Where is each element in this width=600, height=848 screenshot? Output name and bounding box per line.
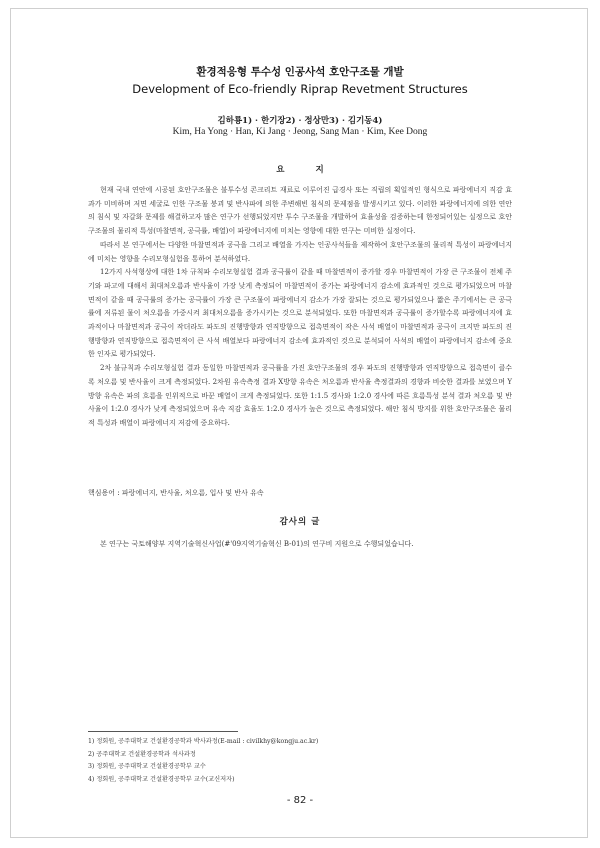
abstract-paragraph-2: 따라서 본 연구에서는 다양한 마찰면적과 공극을 그리고 배열을 가지는 인공사석들을 제작하여 호안구조물의 물리적 특성이 파랑에너지에 미치는 영향을 수리모형실험을 통하여 분석하였다. <box>88 240 512 263</box>
page-number: - 82 - <box>286 795 314 806</box>
abstract-heading: 요 지 <box>276 165 338 175</box>
abstract-paragraph-4: 2차 불규칙과 수리모형실험 결과 동일한 마찰면적과 공극률을 가진 호안구조물의 경우 파도의 진행방향과 연직방향으로 접촉면이 클수록 처오름 및 반사율이 크게 측정되었다. 2차원 유속측정 결과 X방향 유속은 처오름과 반사율 측정결과의 경향과 비슷한 결과를 보였으며 Y방향 유속은 파의 흐름을 인위적으로 바꾼 배열이 크게 측정되었다. 또한 1:1.5 경사와 1:2.0 경사에 따른 흐름특성 분석 결과 처오름 및 반사율이 1:2.0 경사가 낮게 측정되었으며 유속 직감 효율도 1:2.0 경사가 높은 것으로 측정되었다. 해안 침식 방지를 위한 호안구조물은 물리적 특성과 배열이 파랑에너지 저감에 중요하다. <box>88 364 512 427</box>
abstract-paragraph-3: 12가지 사석형상에 대한 1차 규칙파 수리모형실험 결과 공극률이 같을 때 마찰면적이 증가할 경우 마찰면적이 가장 큰 구조물이 전체 주기와 파고에 대해서 최대처오름과 반사율이 가장 낮게 측정되어 마찰면적이 증가는 파랑에너지 감소에 효과적인 것으로 평가되었으며 마찰면적이 같을 때 공극률의 증가는 공극률이 가장 큰 구조물이 파랑에너지 감소가 가장 잘되는 것으로 평가되었으나 짧은 주기에서는 큰 공극률에 저류된 물이 처오름을 가중시켜 최대처오름을 증가시키는 것으로 분석되었다. 또한 마찰면적과 공극률이 증가할수록 파랑에너지에 효과적이나 마찰면적과 공극이 작더라도 파도의 진행방향과 연직방향으로 접촉면적이 작은 사석 배열이 마찰면적과 공극이 크지만 파도의 진행방향과 연직방향으로 접촉면적이 큰 사석 배열보다 파랑에너지 감소에 효과적인 것으로 분석되어 사석의 배열이 파랑에너지 감소에 중요한 인자로 평가되었다. <box>88 268 512 359</box>
acknowledgement-heading: 감사의 글 <box>279 517 321 527</box>
footnote-3: 3) 정회원, 공주대학교 건설환경공학부 교수 <box>88 763 206 771</box>
paper-title-english: Development of Eco-friendly Riprap Revetment Structures <box>132 82 468 96</box>
footnote-2: 2) 공주대학교 건설환경공학과 석사과정 <box>88 750 196 758</box>
footnote-4: 4) 정회원, 공주대학교 건설환경공학부 교수(교신저자) <box>88 775 235 783</box>
abstract-body <box>88 184 512 431</box>
abstract-paragraph-1: 현재 국내 연안에 시공된 호안구조물은 불투수성 콘크리트 재료로 이루어진 급경사 또는 직립의 획일적인 형식으로 파랑에너지 직감 효과가 미비하며 저면 세굴로 인한 구조물 붕괴 및 반사파에 의한 주변해빈 침식의 문제점을 발생시키고 있다. 이러한 파랑에너지에 의한 연안의 침식 및 자갈화 문제를 해결하고자 많은 연구가 선행되었지만 투수 구조물을 개발하여 효율성을 검증하는데 한정되어있는 실정으로 호안구조물의 물리적 특성(마찰면적, 공극률, 배열)이 파랑에너지에 미치는 영향에 대한 연구는 미비한 실정이다. <box>88 186 512 236</box>
footnotes <box>88 736 512 786</box>
authors-korean: 김하룡1) · 한기장2) · 정상만3) · 김기동4) <box>217 116 383 126</box>
paper-title-korean: 환경적응형 투수성 인공사석 호안구조물 개발 <box>196 66 404 78</box>
keywords: 핵심용어 : 파랑에너지, 반사율, 처오름, 입사 및 반사 유속 <box>88 489 264 497</box>
footnote-divider <box>88 731 238 732</box>
acknowledgement-text: 본 연구는 국토해양부 지역기술혁신사업(#'09지역기술혁신 B-01)의 연구비 지원으로 수행되었습니다. <box>100 540 414 548</box>
authors-english: Kim, Ha Yong · Han, Ki Jang · Jeong, Sang Man · Kim, Kee Dong <box>172 127 428 137</box>
footnote-1: 1) 정회원, 공주대학교 건설환경공학과 박사과정(E-mail : civilkhy@kongju.ac.kr) <box>88 738 319 745</box>
